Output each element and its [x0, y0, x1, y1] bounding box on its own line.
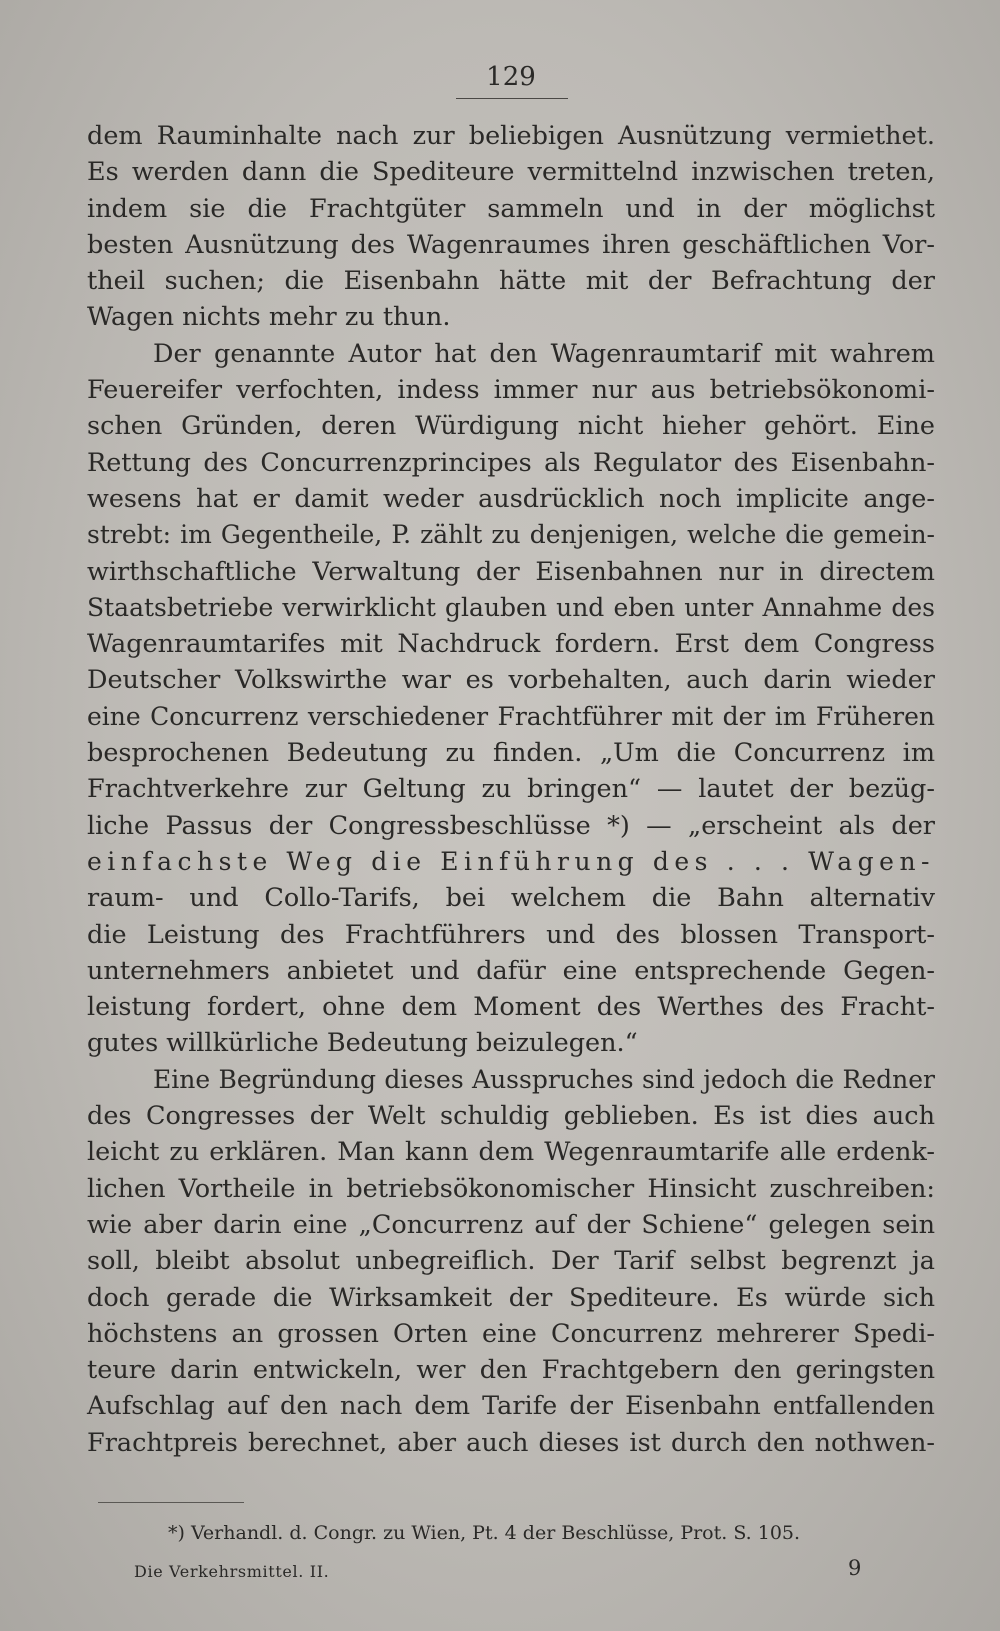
text-line: Frachtpreis berechnet, aber auch dieses ist durch den nothwen-	[87, 1427, 935, 1458]
text-line: höchstens an grossen Orten eine Concurrenz mehrerer Spedi-	[87, 1318, 935, 1349]
text-line: doch gerade die Wirksamkeit der Spediteure. Es würde sich	[87, 1282, 935, 1313]
text-line: theil suchen; die Eisenbahn hätte mit der Befrachtung der	[87, 266, 935, 297]
text-line: eine Concurrenz verschiedener Frachtführer mit der im Früheren	[87, 701, 935, 731]
text-line: die Leistung des Frachtführers und des blossen Transport-	[87, 919, 935, 950]
text-line: wesens hat er damit weder ausdrücklich noch implicite ange-	[87, 483, 935, 514]
text-line: Aufschlag auf den nach dem Tarife der Eisenbahn entfallenden	[87, 1391, 935, 1422]
text-line: des Congresses der Welt schuldig geblieben. Es ist dies auch	[87, 1101, 935, 1132]
page-number: 129	[486, 62, 536, 92]
text-line: Wagen nichts mehr zu thun.	[87, 302, 451, 333]
sheet-number: 9	[848, 1556, 862, 1580]
text-line: unternehmers anbietet und dafür eine entsprechende Gegen-	[87, 955, 935, 986]
header-rule	[456, 98, 568, 99]
text-line: teure darin entwickeln, wer den Frachtgebern den geringsten	[87, 1355, 935, 1386]
text-line: Deutscher Volkswirthe war es vorbehalten, auch darin wieder	[87, 665, 935, 696]
text-line: besten Ausnützung des Wagenraumes ihren geschäftlichen Vor-	[87, 229, 935, 260]
paragraph-start-line: Eine Begründung dieses Ausspruches sind jedoch die Redner	[153, 1064, 935, 1094]
text-line: leistung fordert, ohne dem Moment des Werthes des Fracht-	[87, 992, 935, 1023]
body-text	[87, 118, 935, 1461]
text-line: leicht zu erklären. Man kann dem Wegenraumtarife alle erdenk-	[87, 1137, 935, 1168]
text-line: Frachtverkehre zur Geltung zu bringen“ — lautet der bezüg-	[87, 774, 935, 805]
text-line: Staatsbetriebe verwirklicht glauben und eben unter Annahme des	[87, 592, 935, 622]
text-line: Wagenraumtarifes mit Nachdruck fordern. Erst dem Congress	[87, 629, 935, 660]
text-line: wirthschaftliche Verwaltung der Eisenbahnen nur in directem	[87, 556, 935, 587]
text-line: wie aber darin eine „Concurrenz auf der Schiene“ gelegen sein	[87, 1209, 935, 1240]
footnote-rule	[98, 1502, 244, 1503]
footnote: *) Verhandl. d. Congr. zu Wien, Pt. 4 der Beschlüsse, Prot. S. 105.	[168, 1522, 801, 1544]
text-line: raum- und Collo-Tarifs, bei welchem die Bahn alternativ	[87, 883, 935, 914]
signature-line: Die Verkehrsmittel. II.	[134, 1562, 330, 1581]
text-line: besprochenen Bedeutung zu finden. „Um die Concurrenz im	[87, 738, 935, 769]
text-line: Es werden dann die Spediteure vermittelnd inzwischen treten,	[87, 157, 935, 188]
text-line: gutes willkürliche Bedeutung beizulegen.“	[87, 1028, 638, 1059]
text-line: Feuereifer verfochten, indess immer nur aus betriebsökonomi-	[87, 375, 935, 406]
paragraph-start-line: Der genannte Autor hat den Wagenraumtarif mit wahrem	[153, 338, 935, 369]
text-line: schen Gründen, deren Würdigung nicht hieher gehört. Eine	[87, 411, 935, 442]
text-line: Rettung des Concurrenzprincipes als Regulator des Eisenbahn-	[87, 447, 935, 478]
text-line: soll, bleibt absolut unbegreiflich. Der Tarif selbst begrenzt ja	[87, 1246, 935, 1277]
text-line: indem sie die Frachtgüter sammeln und in der möglichst	[87, 193, 935, 224]
text-line: dem Rauminhalte nach zur beliebigen Ausnützung vermiethet.	[87, 121, 935, 151]
text-line: liche Passus der Congressbeschlüsse *) — „erscheint als der	[87, 810, 935, 841]
text-line: strebt: im Gegentheile, P. zählt zu denjenigen, welche die gemein-	[87, 520, 935, 550]
text-line: lichen Vortheile in betriebsökonomischer Hinsicht zuschreiben:	[87, 1173, 935, 1204]
emphasized-text-line: einfachste Weg die Einführung des . . . Wagen-	[87, 846, 935, 876]
